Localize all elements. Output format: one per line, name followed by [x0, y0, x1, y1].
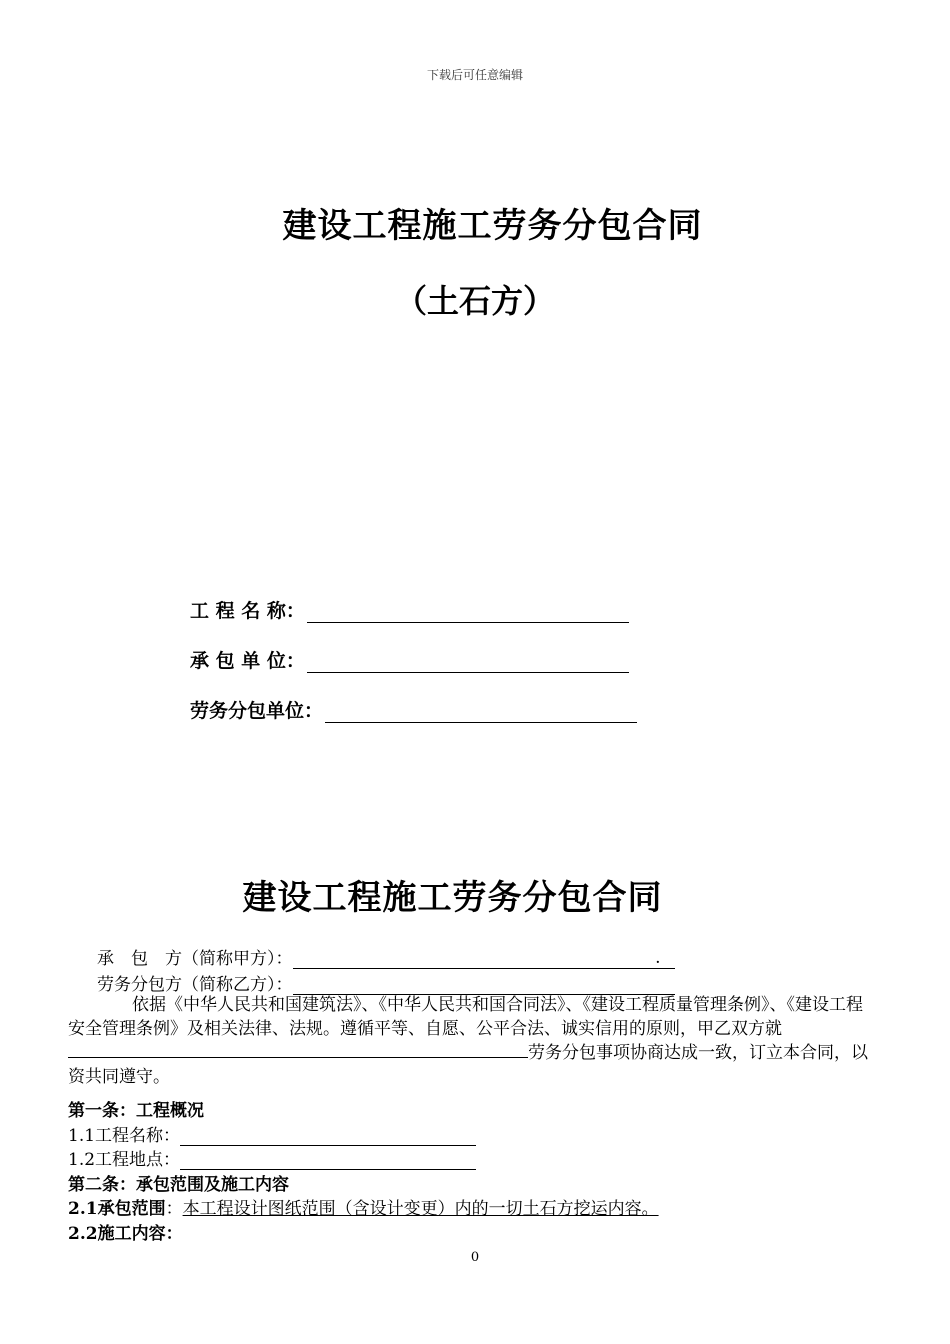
- preamble-text-before: 依据《中华人民共和国建筑法》、《中华人民共和国合同法》、《建设工程质量管理条例》、《建设工程安全管理条例》及相关法律、法规。遵循平等、自愿、公平合法、诚实信用的原则，甲乙双方就: [68, 995, 863, 1039]
- cover-field-subcontractor: [190, 696, 637, 723]
- field-label: 工 程 名 称：: [190, 600, 305, 622]
- party-a-dot: .: [655, 948, 661, 968]
- party-a-row: [97, 944, 675, 969]
- item-1-2-row: [68, 1145, 476, 1170]
- item-1-1-label: 1.1工程名称：: [68, 1126, 181, 1146]
- field-label: 劳务分包单位：: [190, 700, 324, 722]
- field-label: 承 包 单 位：: [190, 650, 305, 672]
- item-1-2-label: 1.2工程地点：: [68, 1150, 181, 1170]
- header-note: 下载后可任意编辑: [426, 68, 523, 82]
- blank-line[interactable]: [307, 652, 629, 673]
- item-2-1-colon: ：: [165, 1199, 183, 1219]
- preamble-paragraph: [68, 993, 878, 1089]
- item-2-1-label: 2.1承包范围: [68, 1199, 166, 1219]
- cover-field-project-name: [190, 596, 629, 623]
- preamble-text-after: 劳务分包事项协商达成一致，订立本合同，以资共同遵守。: [68, 1043, 868, 1087]
- item-1-2-blank[interactable]: [180, 1151, 476, 1170]
- item-2-2-label: 2.2施工内容：: [68, 1224, 183, 1244]
- cover-subtitle: （土石方）: [394, 282, 555, 320]
- item-2-1-text: 本工程设计图纸范围（含设计变更）内的一切土石方挖运内容。: [182, 1199, 659, 1219]
- blank-line[interactable]: [307, 602, 629, 623]
- party-a-label: 承 包 方（简称甲方）：: [97, 949, 293, 969]
- article-1-title: 第一条：工程概况: [68, 1101, 204, 1121]
- contract-title: 建设工程施工劳务分包合同: [242, 878, 663, 918]
- item-1-1-row: [68, 1121, 476, 1146]
- item-1-1-blank[interactable]: [180, 1127, 476, 1146]
- cover-field-contractor: [190, 646, 629, 673]
- cover-title: 建设工程施工劳务分包合同: [282, 206, 703, 246]
- party-a-blank[interactable]: [293, 950, 675, 969]
- article-2-title: 第二条：承包范围及施工内容: [68, 1175, 289, 1195]
- party-b-row: [97, 970, 675, 995]
- page-number: 0: [470, 1250, 480, 1265]
- blank-line[interactable]: [325, 702, 637, 723]
- party-b-label: 劳务分包方（简称乙方）：: [97, 975, 293, 995]
- item-2-1-row: [68, 1194, 659, 1219]
- preamble-blank[interactable]: [68, 1041, 528, 1058]
